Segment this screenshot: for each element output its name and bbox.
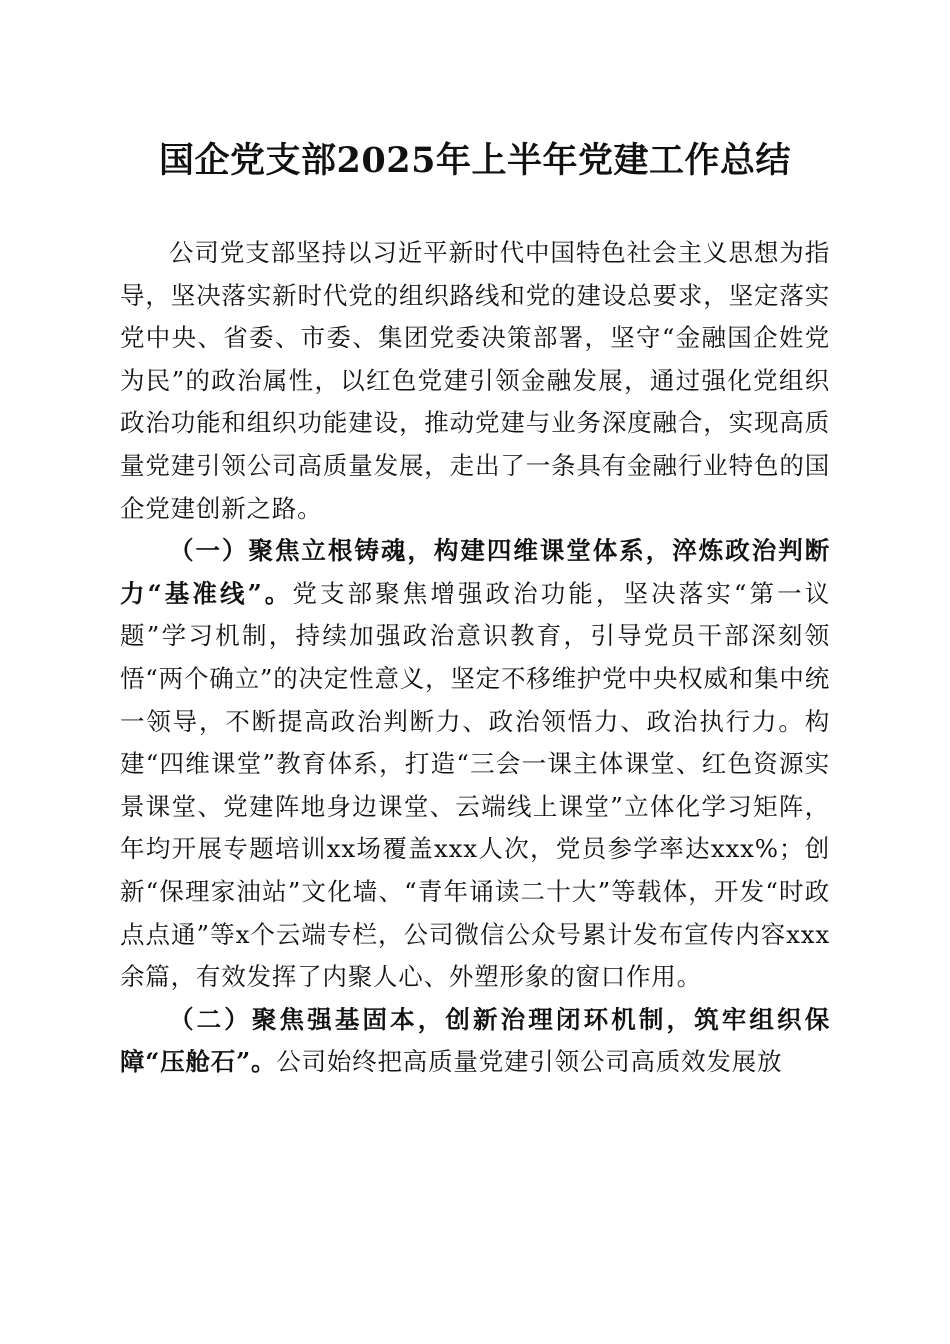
section-one-heading: （一）聚焦立根铸魂，构建四维课堂体系，淬炼政治判断力“基准线”。 <box>120 536 830 608</box>
section-two-heading: （二）聚焦强基固本，创新治理闭环机制，筑牢组织保障“压舱石”。 <box>120 1004 830 1077</box>
document-body <box>120 232 830 1084</box>
document-title: 国企党支部2025年上半年党建工作总结 <box>159 140 791 181</box>
section-one-text: 党支部聚焦增强政治功能，坚决落实“第一议题”学习机制，持续加强政治意识教育，引导党员干部深刻领悟“两个确立”的决定性意义，坚定不移维护党中央权威和集中统一领导，不断提高政治判断力、政治领悟力、政治执行力。构建“四维课堂”教育体系，打造“三会一课主体课堂、红色资源实景课堂、党建阵地身边课堂、云端线上课堂”立体化学习矩阵，年均开展专题培训xx场覆盖xxx人次，党员参学率达xxx%；创新“保理家油站”文化墙、“青年诵读二十大”等载体，开发“时政点点通”等x个云端专栏，公司微信公众号累计发布宣传内容xxx余篇，有效发挥了内聚人心、外塑形象的窗口作用。 <box>120 578 830 992</box>
section-two-paragraph <box>120 999 830 1084</box>
intro-paragraph-text: 公司党支部坚持以习近平新时代中国特色社会主义思想为指导，坚决落实新时代党的组织路线和党的建设总要求，坚定落实党中央、省委、市委、集团党委决策部署，坚守“金融国企姓党为民”的政治属性，以红色党建引领金融发展，通过强化党组织政治功能和组织功能建设，推动党建与业务深度融合，实现高质量党建引领公司高质量发展，走出了一条具有金融行业特色的国企党建创新之路。 <box>120 238 831 523</box>
section-one-paragraph <box>120 530 830 999</box>
intro-paragraph <box>120 232 830 530</box>
section-two-text: 公司始终把高质量党建引领公司高质效发展放 <box>276 1047 783 1077</box>
